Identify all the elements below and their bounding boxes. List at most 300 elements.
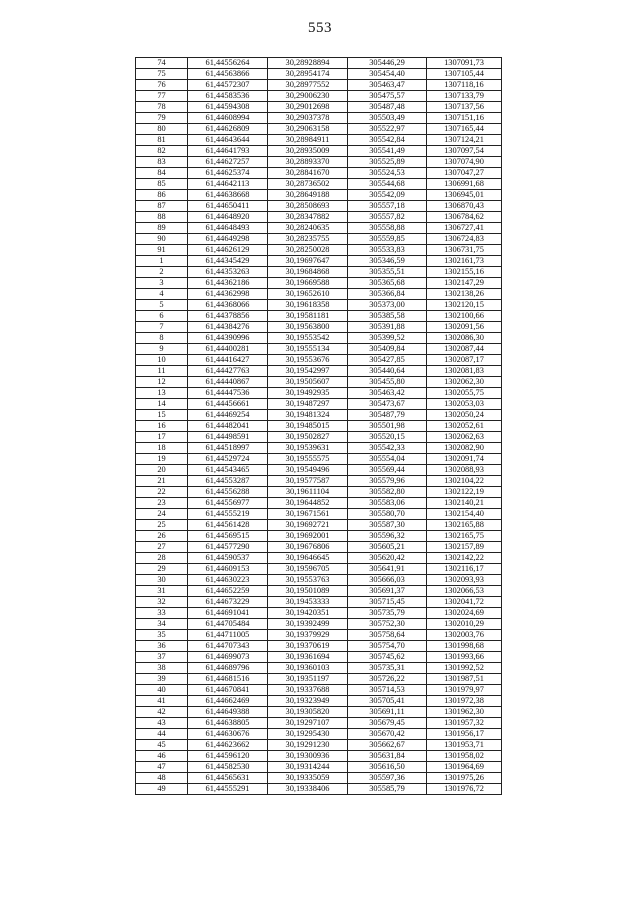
- table-row: [136, 190, 502, 201]
- table-row: [136, 762, 502, 773]
- y-coordinate-cell: 1302041,72: [427, 597, 502, 608]
- longitude-cell: 30,19669588: [268, 278, 348, 289]
- point-number-cell: 29: [136, 564, 188, 575]
- longitude-cell: 30,19618358: [268, 300, 348, 311]
- point-number-cell: 86: [136, 190, 188, 201]
- x-coordinate-cell: 305446,29: [348, 58, 427, 69]
- point-number-cell: 18: [136, 443, 188, 454]
- y-coordinate-cell: 1302081,83: [427, 366, 502, 377]
- point-number-cell: 20: [136, 465, 188, 476]
- point-number-cell: 84: [136, 168, 188, 179]
- longitude-cell: 30,19553763: [268, 575, 348, 586]
- longitude-cell: 30,19542997: [268, 366, 348, 377]
- y-coordinate-cell: 1302010,29: [427, 619, 502, 630]
- point-number-cell: 79: [136, 113, 188, 124]
- latitude-cell: 61,44642113: [188, 179, 268, 190]
- table-row: [136, 498, 502, 509]
- x-coordinate-cell: 305487,48: [348, 102, 427, 113]
- latitude-cell: 61,44681516: [188, 674, 268, 685]
- longitude-cell: 30,28347882: [268, 212, 348, 223]
- longitude-cell: 30,19563800: [268, 322, 348, 333]
- table-row: [136, 410, 502, 421]
- latitude-cell: 61,44553287: [188, 476, 268, 487]
- table-row: [136, 377, 502, 388]
- point-number-cell: 43: [136, 718, 188, 729]
- point-number-cell: 8: [136, 333, 188, 344]
- point-number-cell: 83: [136, 157, 188, 168]
- point-number-cell: 75: [136, 69, 188, 80]
- y-coordinate-cell: 1301972,38: [427, 696, 502, 707]
- x-coordinate-cell: 305585,79: [348, 784, 427, 795]
- y-coordinate-cell: 1307151,16: [427, 113, 502, 124]
- longitude-cell: 30,19555134: [268, 344, 348, 355]
- x-coordinate-cell: 305463,42: [348, 388, 427, 399]
- longitude-cell: 30,19596705: [268, 564, 348, 575]
- latitude-cell: 61,44469254: [188, 410, 268, 421]
- y-coordinate-cell: 1302120,15: [427, 300, 502, 311]
- table-row: [136, 245, 502, 256]
- longitude-cell: 30,19553676: [268, 355, 348, 366]
- latitude-cell: 61,44362998: [188, 289, 268, 300]
- latitude-cell: 61,44556264: [188, 58, 268, 69]
- latitude-cell: 61,44630223: [188, 575, 268, 586]
- y-coordinate-cell: 1306991,68: [427, 179, 502, 190]
- table-row: [136, 751, 502, 762]
- longitude-cell: 30,19492935: [268, 388, 348, 399]
- point-number-cell: 91: [136, 245, 188, 256]
- longitude-cell: 30,28893370: [268, 157, 348, 168]
- y-coordinate-cell: 1301975,26: [427, 773, 502, 784]
- table-row: [136, 366, 502, 377]
- x-coordinate-cell: 305533,83: [348, 245, 427, 256]
- longitude-cell: 30,29006230: [268, 91, 348, 102]
- longitude-cell: 30,19420351: [268, 608, 348, 619]
- longitude-cell: 30,19577587: [268, 476, 348, 487]
- longitude-cell: 30,19505607: [268, 377, 348, 388]
- x-coordinate-cell: 305373,00: [348, 300, 427, 311]
- latitude-cell: 61,44353263: [188, 267, 268, 278]
- point-number-cell: 47: [136, 762, 188, 773]
- longitude-cell: 30,19305820: [268, 707, 348, 718]
- x-coordinate-cell: 305758,64: [348, 630, 427, 641]
- table-row: [136, 509, 502, 520]
- y-coordinate-cell: 1302003,76: [427, 630, 502, 641]
- point-number-cell: 44: [136, 729, 188, 740]
- point-number-cell: 46: [136, 751, 188, 762]
- x-coordinate-cell: 305679,45: [348, 718, 427, 729]
- point-number-cell: 38: [136, 663, 188, 674]
- longitude-cell: 30,28954174: [268, 69, 348, 80]
- point-number-cell: 37: [136, 652, 188, 663]
- x-coordinate-cell: 305525,89: [348, 157, 427, 168]
- table-row: [136, 597, 502, 608]
- y-coordinate-cell: 1307074,90: [427, 157, 502, 168]
- longitude-cell: 30,28984911: [268, 135, 348, 146]
- latitude-cell: 61,44650411: [188, 201, 268, 212]
- y-coordinate-cell: 1302138,26: [427, 289, 502, 300]
- latitude-cell: 61,44378856: [188, 311, 268, 322]
- y-coordinate-cell: 1302155,16: [427, 267, 502, 278]
- latitude-cell: 61,44641793: [188, 146, 268, 157]
- table-row: [136, 91, 502, 102]
- table-row: [136, 135, 502, 146]
- table-row: [136, 685, 502, 696]
- longitude-cell: 30,19338406: [268, 784, 348, 795]
- table-row: [136, 223, 502, 234]
- latitude-cell: 61,44626809: [188, 124, 268, 135]
- y-coordinate-cell: 1306731,75: [427, 245, 502, 256]
- table-row: [136, 256, 502, 267]
- x-coordinate-cell: 305503,49: [348, 113, 427, 124]
- y-coordinate-cell: 1302082,90: [427, 443, 502, 454]
- longitude-cell: 30,19323949: [268, 696, 348, 707]
- table-row: [136, 443, 502, 454]
- latitude-cell: 61,44643644: [188, 135, 268, 146]
- latitude-cell: 61,44561428: [188, 520, 268, 531]
- y-coordinate-cell: 1306724,83: [427, 234, 502, 245]
- coordinates-table-body: [136, 58, 502, 795]
- y-coordinate-cell: 1301957,32: [427, 718, 502, 729]
- x-coordinate-cell: 305463,47: [348, 80, 427, 91]
- y-coordinate-cell: 1307137,56: [427, 102, 502, 113]
- longitude-cell: 30,28649188: [268, 190, 348, 201]
- x-coordinate-cell: 305620,42: [348, 553, 427, 564]
- latitude-cell: 61,44362186: [188, 278, 268, 289]
- latitude-cell: 61,44594308: [188, 102, 268, 113]
- x-coordinate-cell: 305558,88: [348, 223, 427, 234]
- x-coordinate-cell: 305524,53: [348, 168, 427, 179]
- longitude-cell: 30,19581181: [268, 311, 348, 322]
- longitude-cell: 30,19553542: [268, 333, 348, 344]
- table-row: [136, 355, 502, 366]
- y-coordinate-cell: 1307047,27: [427, 168, 502, 179]
- point-number-cell: 22: [136, 487, 188, 498]
- y-coordinate-cell: 1301987,51: [427, 674, 502, 685]
- y-coordinate-cell: 1302052,61: [427, 421, 502, 432]
- point-number-cell: 87: [136, 201, 188, 212]
- table-row: [136, 718, 502, 729]
- y-coordinate-cell: 1301998,68: [427, 641, 502, 652]
- x-coordinate-cell: 305735,31: [348, 663, 427, 674]
- longitude-cell: 30,19297107: [268, 718, 348, 729]
- longitude-cell: 30,28508693: [268, 201, 348, 212]
- x-coordinate-cell: 305726,22: [348, 674, 427, 685]
- table-row: [136, 696, 502, 707]
- y-coordinate-cell: 1302093,93: [427, 575, 502, 586]
- y-coordinate-cell: 1302087,17: [427, 355, 502, 366]
- y-coordinate-cell: 1302104,22: [427, 476, 502, 487]
- point-number-cell: 13: [136, 388, 188, 399]
- x-coordinate-cell: 305597,36: [348, 773, 427, 784]
- y-coordinate-cell: 1301992,52: [427, 663, 502, 674]
- longitude-cell: 30,28977552: [268, 80, 348, 91]
- table-row: [136, 344, 502, 355]
- y-coordinate-cell: 1307118,16: [427, 80, 502, 91]
- latitude-cell: 61,44416427: [188, 355, 268, 366]
- y-coordinate-cell: 1302147,29: [427, 278, 502, 289]
- x-coordinate-cell: 305752,30: [348, 619, 427, 630]
- latitude-cell: 61,44673229: [188, 597, 268, 608]
- longitude-cell: 30,19361694: [268, 652, 348, 663]
- point-number-cell: 34: [136, 619, 188, 630]
- x-coordinate-cell: 305666,03: [348, 575, 427, 586]
- point-number-cell: 24: [136, 509, 188, 520]
- y-coordinate-cell: 1306870,43: [427, 201, 502, 212]
- point-number-cell: 88: [136, 212, 188, 223]
- x-coordinate-cell: 305754,70: [348, 641, 427, 652]
- x-coordinate-cell: 305391,88: [348, 322, 427, 333]
- x-coordinate-cell: 305440,64: [348, 366, 427, 377]
- latitude-cell: 61,44440867: [188, 377, 268, 388]
- table-row: [136, 707, 502, 718]
- longitude-cell: 30,19337688: [268, 685, 348, 696]
- y-coordinate-cell: 1307133,79: [427, 91, 502, 102]
- x-coordinate-cell: 305346,59: [348, 256, 427, 267]
- x-coordinate-cell: 305662,67: [348, 740, 427, 751]
- table-row: [136, 432, 502, 443]
- table-row: [136, 421, 502, 432]
- latitude-cell: 61,44529724: [188, 454, 268, 465]
- table-row: [136, 652, 502, 663]
- point-number-cell: 2: [136, 267, 188, 278]
- x-coordinate-cell: 305670,42: [348, 729, 427, 740]
- y-coordinate-cell: 1301958,02: [427, 751, 502, 762]
- point-number-cell: 9: [136, 344, 188, 355]
- latitude-cell: 61,44596120: [188, 751, 268, 762]
- latitude-cell: 61,44638668: [188, 190, 268, 201]
- table-row: [136, 465, 502, 476]
- table-row: [136, 322, 502, 333]
- point-number-cell: 1: [136, 256, 188, 267]
- point-number-cell: 19: [136, 454, 188, 465]
- y-coordinate-cell: 1302024,69: [427, 608, 502, 619]
- point-number-cell: 17: [136, 432, 188, 443]
- latitude-cell: 61,44648493: [188, 223, 268, 234]
- table-row: [136, 399, 502, 410]
- table-row: [136, 201, 502, 212]
- point-number-cell: 77: [136, 91, 188, 102]
- x-coordinate-cell: 305355,51: [348, 267, 427, 278]
- longitude-cell: 30,19611104: [268, 487, 348, 498]
- y-coordinate-cell: 1302140,21: [427, 498, 502, 509]
- longitude-cell: 30,28736502: [268, 179, 348, 190]
- x-coordinate-cell: 305631,84: [348, 751, 427, 762]
- latitude-cell: 61,44572307: [188, 80, 268, 91]
- longitude-cell: 30,19351197: [268, 674, 348, 685]
- y-coordinate-cell: 1302087,44: [427, 344, 502, 355]
- longitude-cell: 30,19370619: [268, 641, 348, 652]
- table-row: [136, 311, 502, 322]
- latitude-cell: 61,44608994: [188, 113, 268, 124]
- point-number-cell: 25: [136, 520, 188, 531]
- point-number-cell: 14: [136, 399, 188, 410]
- x-coordinate-cell: 305475,57: [348, 91, 427, 102]
- longitude-cell: 30,19502827: [268, 432, 348, 443]
- point-number-cell: 41: [136, 696, 188, 707]
- longitude-cell: 30,19684868: [268, 267, 348, 278]
- longitude-cell: 30,19481324: [268, 410, 348, 421]
- latitude-cell: 61,44565631: [188, 773, 268, 784]
- latitude-cell: 61,44583536: [188, 91, 268, 102]
- x-coordinate-cell: 305569,44: [348, 465, 427, 476]
- y-coordinate-cell: 1302062,63: [427, 432, 502, 443]
- x-coordinate-cell: 305365,68: [348, 278, 427, 289]
- latitude-cell: 61,44691041: [188, 608, 268, 619]
- x-coordinate-cell: 305399,52: [348, 333, 427, 344]
- table-row: [136, 575, 502, 586]
- point-number-cell: 31: [136, 586, 188, 597]
- latitude-cell: 61,44482041: [188, 421, 268, 432]
- y-coordinate-cell: 1302055,75: [427, 388, 502, 399]
- point-number-cell: 35: [136, 630, 188, 641]
- longitude-cell: 30,29063158: [268, 124, 348, 135]
- longitude-cell: 30,19453333: [268, 597, 348, 608]
- y-coordinate-cell: 1302086,30: [427, 333, 502, 344]
- table-row: [136, 278, 502, 289]
- point-number-cell: 82: [136, 146, 188, 157]
- latitude-cell: 61,44662469: [188, 696, 268, 707]
- latitude-cell: 61,44563866: [188, 69, 268, 80]
- latitude-cell: 61,44699073: [188, 652, 268, 663]
- latitude-cell: 61,44368066: [188, 300, 268, 311]
- point-number-cell: 45: [136, 740, 188, 751]
- longitude-cell: 30,19646645: [268, 553, 348, 564]
- x-coordinate-cell: 305542,33: [348, 443, 427, 454]
- latitude-cell: 61,44711005: [188, 630, 268, 641]
- x-coordinate-cell: 305520,15: [348, 432, 427, 443]
- latitude-cell: 61,44556977: [188, 498, 268, 509]
- longitude-cell: 30,19300936: [268, 751, 348, 762]
- table-row: [136, 234, 502, 245]
- y-coordinate-cell: 1307097,54: [427, 146, 502, 157]
- point-number-cell: 90: [136, 234, 188, 245]
- x-coordinate-cell: 305641,91: [348, 564, 427, 575]
- longitude-cell: 30,19692001: [268, 531, 348, 542]
- point-number-cell: 74: [136, 58, 188, 69]
- table-row: [136, 784, 502, 795]
- y-coordinate-cell: 1302122,19: [427, 487, 502, 498]
- point-number-cell: 78: [136, 102, 188, 113]
- longitude-cell: 30,19555575: [268, 454, 348, 465]
- point-number-cell: 3: [136, 278, 188, 289]
- y-coordinate-cell: 1302100,66: [427, 311, 502, 322]
- latitude-cell: 61,44556288: [188, 487, 268, 498]
- x-coordinate-cell: 305691,37: [348, 586, 427, 597]
- latitude-cell: 61,44625374: [188, 168, 268, 179]
- y-coordinate-cell: 1302154,40: [427, 509, 502, 520]
- table-row: [136, 619, 502, 630]
- point-number-cell: 48: [136, 773, 188, 784]
- table-row: [136, 80, 502, 91]
- table-row: [136, 113, 502, 124]
- longitude-cell: 30,19487297: [268, 399, 348, 410]
- y-coordinate-cell: 1301962,30: [427, 707, 502, 718]
- table-row: [136, 542, 502, 553]
- latitude-cell: 61,44456661: [188, 399, 268, 410]
- latitude-cell: 61,44689796: [188, 663, 268, 674]
- point-number-cell: 16: [136, 421, 188, 432]
- latitude-cell: 61,44390996: [188, 333, 268, 344]
- x-coordinate-cell: 305385,58: [348, 311, 427, 322]
- longitude-cell: 30,19501089: [268, 586, 348, 597]
- y-coordinate-cell: 1302142,22: [427, 553, 502, 564]
- latitude-cell: 61,44652259: [188, 586, 268, 597]
- latitude-cell: 61,44427763: [188, 366, 268, 377]
- y-coordinate-cell: 1306784,62: [427, 212, 502, 223]
- x-coordinate-cell: 305559,85: [348, 234, 427, 245]
- y-coordinate-cell: 1302062,30: [427, 377, 502, 388]
- point-number-cell: 40: [136, 685, 188, 696]
- y-coordinate-cell: 1302161,73: [427, 256, 502, 267]
- table-row: [136, 487, 502, 498]
- latitude-cell: 61,44705484: [188, 619, 268, 630]
- table-row: [136, 168, 502, 179]
- table-row: [136, 531, 502, 542]
- longitude-cell: 30,19291230: [268, 740, 348, 751]
- x-coordinate-cell: 305455,80: [348, 377, 427, 388]
- y-coordinate-cell: 1302157,89: [427, 542, 502, 553]
- y-coordinate-cell: 1302091,74: [427, 454, 502, 465]
- x-coordinate-cell: 305554,04: [348, 454, 427, 465]
- x-coordinate-cell: 305714,53: [348, 685, 427, 696]
- x-coordinate-cell: 305557,18: [348, 201, 427, 212]
- x-coordinate-cell: 305454,40: [348, 69, 427, 80]
- latitude-cell: 61,44590537: [188, 553, 268, 564]
- x-coordinate-cell: 305745,62: [348, 652, 427, 663]
- table-row: [136, 179, 502, 190]
- table-row: [136, 267, 502, 278]
- y-coordinate-cell: 1301993,66: [427, 652, 502, 663]
- latitude-cell: 61,44569515: [188, 531, 268, 542]
- point-number-cell: 7: [136, 322, 188, 333]
- longitude-cell: 30,19379929: [268, 630, 348, 641]
- longitude-cell: 30,29012698: [268, 102, 348, 113]
- latitude-cell: 61,44649298: [188, 234, 268, 245]
- x-coordinate-cell: 305366,84: [348, 289, 427, 300]
- longitude-cell: 30,29037378: [268, 113, 348, 124]
- x-coordinate-cell: 305522,97: [348, 124, 427, 135]
- longitude-cell: 30,19676806: [268, 542, 348, 553]
- x-coordinate-cell: 305596,32: [348, 531, 427, 542]
- table-row: [136, 388, 502, 399]
- longitude-cell: 30,19295430: [268, 729, 348, 740]
- y-coordinate-cell: 1301956,17: [427, 729, 502, 740]
- latitude-cell: 61,44555219: [188, 509, 268, 520]
- table-row: [136, 663, 502, 674]
- table-row: [136, 333, 502, 344]
- table-row: [136, 773, 502, 784]
- point-number-cell: 4: [136, 289, 188, 300]
- longitude-cell: 30,28841670: [268, 168, 348, 179]
- table-row: [136, 124, 502, 135]
- latitude-cell: 61,44649388: [188, 707, 268, 718]
- point-number-cell: 49: [136, 784, 188, 795]
- point-number-cell: 15: [136, 410, 188, 421]
- latitude-cell: 61,44707343: [188, 641, 268, 652]
- x-coordinate-cell: 305705,41: [348, 696, 427, 707]
- point-number-cell: 26: [136, 531, 188, 542]
- latitude-cell: 61,44400281: [188, 344, 268, 355]
- coordinates-table: [135, 57, 502, 795]
- longitude-cell: 30,19697647: [268, 256, 348, 267]
- x-coordinate-cell: 305409,84: [348, 344, 427, 355]
- table-row: [136, 476, 502, 487]
- x-coordinate-cell: 305715,45: [348, 597, 427, 608]
- latitude-cell: 61,44518997: [188, 443, 268, 454]
- longitude-cell: 30,19360103: [268, 663, 348, 674]
- longitude-cell: 30,19392499: [268, 619, 348, 630]
- y-coordinate-cell: 1302091,56: [427, 322, 502, 333]
